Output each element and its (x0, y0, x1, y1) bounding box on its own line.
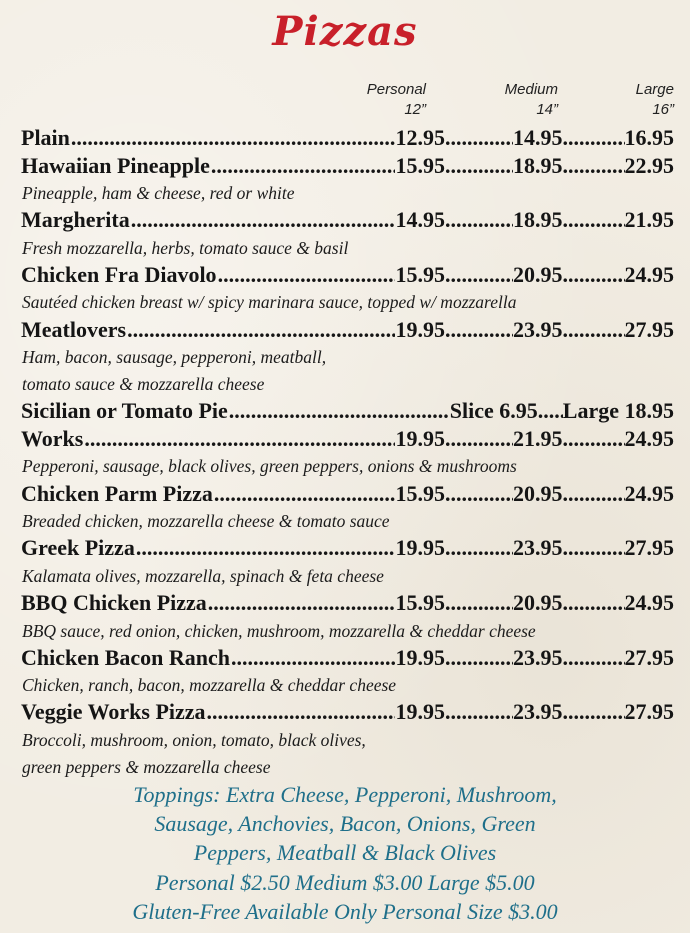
dot-leader (445, 262, 513, 288)
price-large: 27.95 (624, 644, 674, 670)
menu-item (21, 207, 674, 262)
dot-leader (445, 535, 513, 561)
dot-leader (445, 207, 513, 233)
menu-item (21, 645, 674, 700)
price-personal: 19.95 (395, 644, 445, 670)
size-inches: 14” (536, 101, 558, 118)
item-name: Veggie Works Pizza (21, 699, 206, 725)
dot-leader (127, 317, 394, 343)
size-inches: 16” (652, 101, 674, 118)
price-personal: 15.95 (395, 480, 445, 506)
dot-leader (445, 317, 513, 343)
dot-leader (84, 426, 394, 452)
price-personal: 19.95 (395, 699, 445, 725)
size-name: Medium (504, 81, 558, 98)
menu-item (21, 590, 674, 645)
item-description: Chicken, ranch, bacon, mozzarella & cheddar cheese (22, 675, 397, 696)
menu-title: Pizzas (272, 8, 418, 55)
dot-leader (563, 207, 625, 233)
toppings-line: Peppers, Meatball & Black Olives (193, 840, 497, 866)
dot-leader (445, 426, 513, 452)
price-medium: 23.95 (513, 535, 563, 561)
dot-leader (563, 125, 625, 151)
dot-leader (563, 317, 625, 343)
item-name: Chicken Fra Diavolo (21, 261, 217, 287)
item-description: Breaded chicken, mozzarella cheese & tomato sauce (22, 511, 390, 532)
dot-leader (445, 481, 513, 507)
menu-item-row (21, 481, 674, 509)
dot-leader (563, 481, 625, 507)
toppings-line: Sausage, Anchovies, Bacon, Onions, Green (154, 811, 536, 837)
price-large: 21.95 (624, 207, 674, 233)
item-description: tomato sauce & mozzarella cheese (22, 374, 265, 395)
price-large: 27.95 (624, 316, 674, 342)
price-large: 24.95 (624, 425, 674, 451)
item-description: Ham, bacon, sausage, pepperoni, meatball, (22, 347, 327, 368)
item-description: BBQ sauce, red onion, chicken, mushroom, mozzarella & cheddar cheese (22, 620, 536, 641)
item-description: Pineapple, ham & cheese, red or white (22, 183, 295, 203)
dot-leader (208, 590, 395, 616)
dot-leader (563, 153, 625, 179)
price-personal: 12.95 (395, 125, 445, 150)
menu-item-row (21, 153, 674, 181)
item-name: Plain (21, 125, 70, 150)
item-name: Greek Pizza (21, 535, 135, 561)
dot-leader (563, 426, 625, 452)
price-personal: 14.95 (395, 207, 445, 233)
gluten-free-note: Gluten-Free Available Only Personal Size $3.00 (132, 898, 558, 924)
menu-item-row (21, 699, 674, 727)
menu-item (21, 262, 674, 317)
toppings-prices: Personal $2.50 Medium $3.00 Large $5.00 (155, 869, 535, 895)
price-personal: 15.95 (395, 152, 445, 178)
dot-leader (71, 125, 395, 151)
price-large: 22.95 (624, 152, 674, 178)
menu-item-row (21, 535, 674, 563)
price-large: 27.95 (624, 699, 674, 725)
menu-item-row (21, 317, 674, 345)
menu-item-row (21, 262, 674, 290)
dot-leader (231, 645, 394, 671)
dot-leader (136, 535, 395, 561)
menu-item (21, 398, 674, 426)
price-personal: 15.95 (395, 590, 445, 615)
price-large: 16.95 (624, 125, 674, 150)
menu-item-row (21, 125, 674, 153)
item-description: Pepperoni, sausage, black olives, green peppers, onions & mushrooms (22, 456, 517, 477)
dot-leader (563, 262, 625, 288)
price-medium: 23.95 (513, 644, 563, 670)
dot-leader (214, 481, 395, 507)
size-inches: 12” (404, 101, 426, 118)
size-name: Large (635, 81, 674, 98)
size-large (636, 80, 674, 120)
price-medium: 21.95 (513, 425, 563, 451)
dot-leader (207, 699, 395, 725)
menu-list (21, 125, 674, 781)
item-description: green peppers & mozzarella cheese (22, 757, 271, 778)
size-personal (367, 80, 426, 120)
dot-leader (563, 645, 625, 671)
dot-leader (229, 398, 449, 424)
item-description: Broccoli, mushroom, onion, tomato, black olives, (22, 729, 366, 750)
price-personal: 15.95 (395, 261, 445, 287)
price-medium: 23.95 (513, 316, 563, 342)
dot-leader (211, 153, 395, 179)
item-name: Margherita (21, 207, 130, 233)
price-large: 24.95 (624, 480, 674, 506)
item-description: Fresh mozzarella, herbs, tomato sauce & basil (22, 237, 349, 258)
price-large: 24.95 (624, 261, 674, 287)
price-medium: 18.95 (513, 207, 563, 233)
item-name: Chicken Parm Pizza (21, 480, 213, 506)
dot-leader (538, 398, 563, 424)
price-medium: 14.95 (513, 125, 563, 150)
menu-item-row (21, 590, 674, 618)
dot-leader (131, 207, 395, 233)
size-name: Personal (366, 81, 426, 98)
price-personal: 19.95 (395, 425, 445, 451)
price-medium: 18.95 (513, 152, 563, 178)
item-name: Hawaiian Pineapple (21, 152, 210, 178)
menu-item (21, 317, 674, 399)
dot-leader (218, 262, 395, 288)
menu-item (21, 125, 674, 153)
price-large: 24.95 (624, 590, 674, 615)
dot-leader (445, 125, 513, 151)
menu-item-row (21, 645, 674, 673)
size-medium (505, 80, 558, 120)
price-medium: 20.95 (513, 261, 563, 287)
price-large: 27.95 (624, 535, 674, 561)
dot-leader (563, 535, 625, 561)
item-name: Sicilian or Tomato Pie (21, 398, 228, 424)
menu-item-row (21, 398, 674, 426)
dot-leader (445, 153, 513, 179)
item-description: Sautéed chicken breast w/ spicy marinara sauce, topped w/ mozzarella (22, 292, 517, 313)
item-name: Works (21, 425, 84, 451)
menu-item (21, 481, 674, 536)
price-personal: 19.95 (395, 316, 445, 342)
dot-leader (445, 590, 513, 616)
toppings-line: Toppings: Extra Cheese, Pepperoni, Mushroom, (133, 782, 557, 807)
menu-item-row (21, 207, 674, 235)
dot-leader (563, 590, 625, 616)
menu-item-row (21, 426, 674, 454)
price-personal: 19.95 (395, 535, 445, 561)
menu-item (21, 426, 674, 481)
price-medium: 20.95 (513, 590, 563, 615)
item-name: Chicken Bacon Ranch (21, 644, 231, 670)
item-name: Meatlovers (21, 316, 127, 342)
dot-leader (445, 699, 513, 725)
item-name: BBQ Chicken Pizza (21, 590, 207, 615)
menu-item (21, 535, 674, 590)
price-medium: 20.95 (513, 480, 563, 506)
price-large: Large 18.95 (562, 398, 674, 424)
size-header (0, 80, 690, 124)
dot-leader (445, 645, 513, 671)
price-medium: 23.95 (513, 699, 563, 725)
menu-item (21, 699, 674, 781)
item-description: Kalamata olives, mozzarella, spinach & feta cheese (22, 565, 384, 586)
dot-leader (563, 699, 625, 725)
price-slice: Slice 6.95 (449, 398, 538, 424)
menu-item (21, 153, 674, 208)
toppings-section (0, 780, 690, 926)
